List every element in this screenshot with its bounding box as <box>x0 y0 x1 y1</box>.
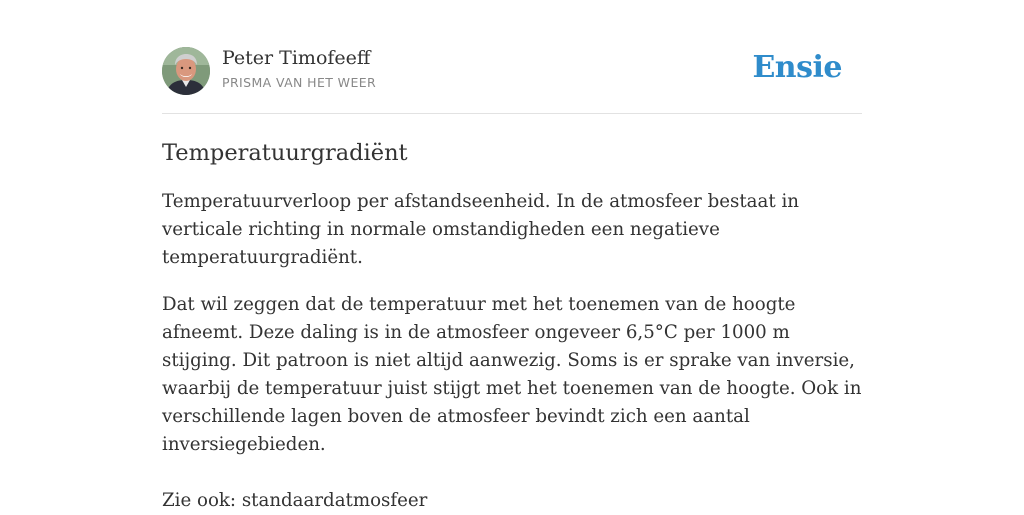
entry-title: Temperatuurgradiënt <box>162 140 408 166</box>
see-also[interactable]: Zie ook: standaardatmosfeer <box>162 490 428 511</box>
author-source[interactable]: PRISMA VAN HET WEER <box>222 75 377 90</box>
author-portrait-icon <box>162 47 210 95</box>
avatar[interactable] <box>162 47 210 95</box>
entry-paragraph: Temperatuurverloop per afstandseenheid. In de atmosfeer bestaat in verticale richting in normale omstandigheden een negatieve temperatuurgradiënt. <box>162 191 799 268</box>
entry-paragraph: Dat wil zeggen dat de temperatuur met het toenemen van de hoogte afneemt. Deze daling is in de atmosfeer ongeveer 6,5°C per 1000 m stijging. Dit patroon is niet altijd aanwezig. Soms is er sprake van inversie, waarbij de temperatuur juist stijgt met het toenemen van de hoogte. Ook in verschillende lagen boven de atmosfeer bevindt zich een aantal inversiegebieden. <box>162 294 862 455</box>
entry-card <box>162 45 862 515</box>
author-name[interactable]: Peter Timofeeff <box>222 47 371 69</box>
brand-logo[interactable]: Ensie <box>752 50 842 85</box>
entry-header <box>162 45 862 114</box>
